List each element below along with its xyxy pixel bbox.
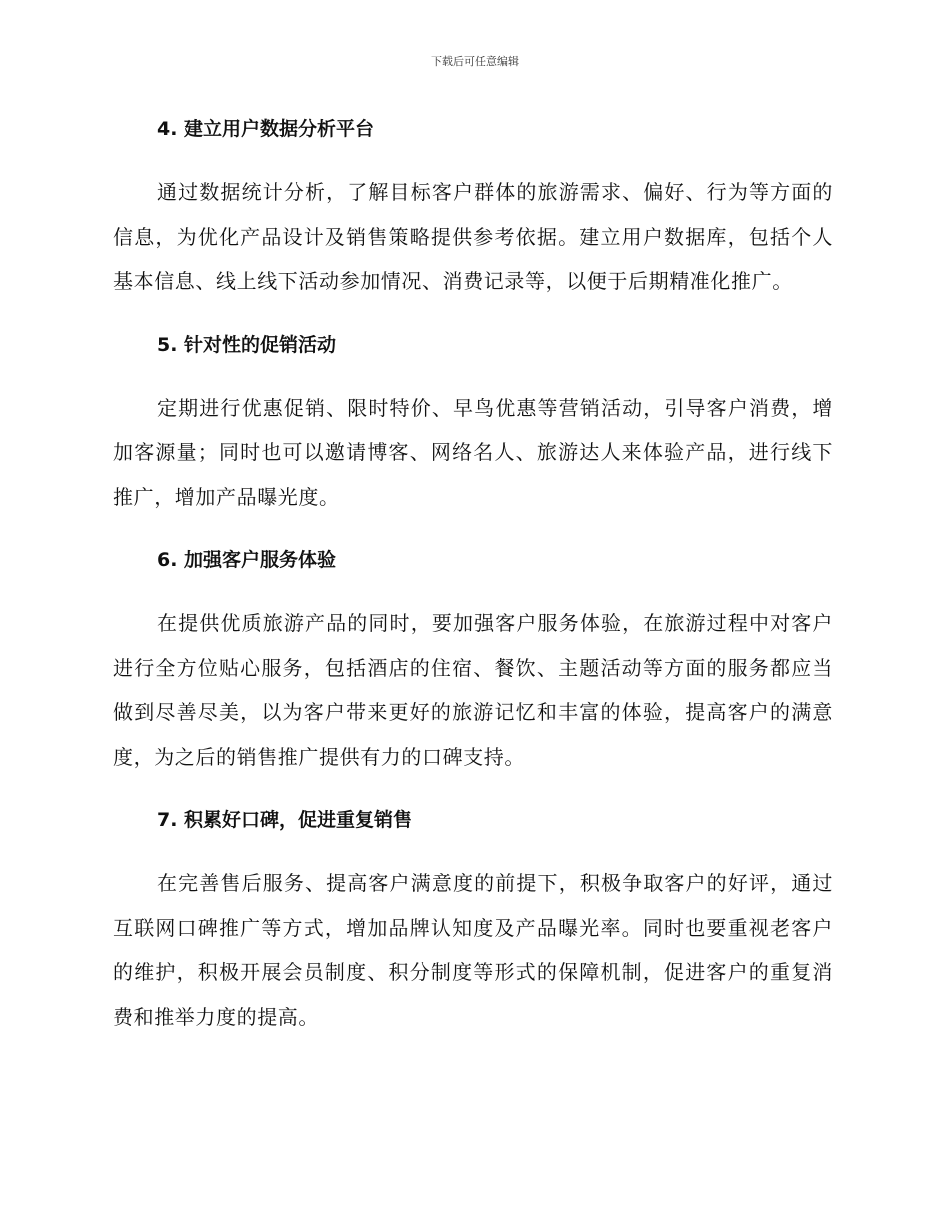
section-body-6: 在提供优质旅游产品的同时，要加强客户服务体验，在旅游过程中对客户进行全方位贴心服务，包括酒店的住宿、餐饮、主题活动等方面的服务都应当做到尽善尽美，以为客户带来更好的旅游记忆和丰富的体验，提高客户的满意度，为之后的销售推广提供有力的口碑支持。	[113, 611, 833, 769]
section-body-5: 定期进行优惠促销、限时特价、早鸟优惠等营销活动，引导客户消费，增加客源量；同时也可以邀请博客、网络名人、旅游达人来体验产品，进行线下推广，增加产品曝光度。	[113, 395, 833, 509]
section-heading-7: 7. 积累好口碑，促进重复销售	[157, 809, 413, 831]
section-body-4: 通过数据统计分析，了解目标客户群体的旅游需求、偏好、行为等方面的信息，为优化产品设计及销售策略提供参考依据。建立用户数据库，包括个人基本信息、线上线下活动参加情况、消费记录等，以便于后期精准化推广。	[113, 180, 833, 293]
page-header: 下载后可任意编辑	[431, 55, 519, 68]
section-heading-4: 4. 建立用户数据分析平台	[157, 118, 375, 140]
document-content	[113, 112, 833, 1039]
section-heading-5: 5. 针对性的促销活动	[157, 333, 337, 356]
section-body-7: 在完善售后服务、提高客户满意度的前提下，积极争取客户的好评，通过互联网口碑推广等方式，增加品牌认知度及产品曝光率。同时也要重视老客户的维护，积极开展会员制度、积分制度等形式的保障机制，促进客户的重复消费和推举力度的提高。	[113, 871, 833, 1029]
section-heading-6: 6. 加强客户服务体验	[157, 549, 337, 571]
